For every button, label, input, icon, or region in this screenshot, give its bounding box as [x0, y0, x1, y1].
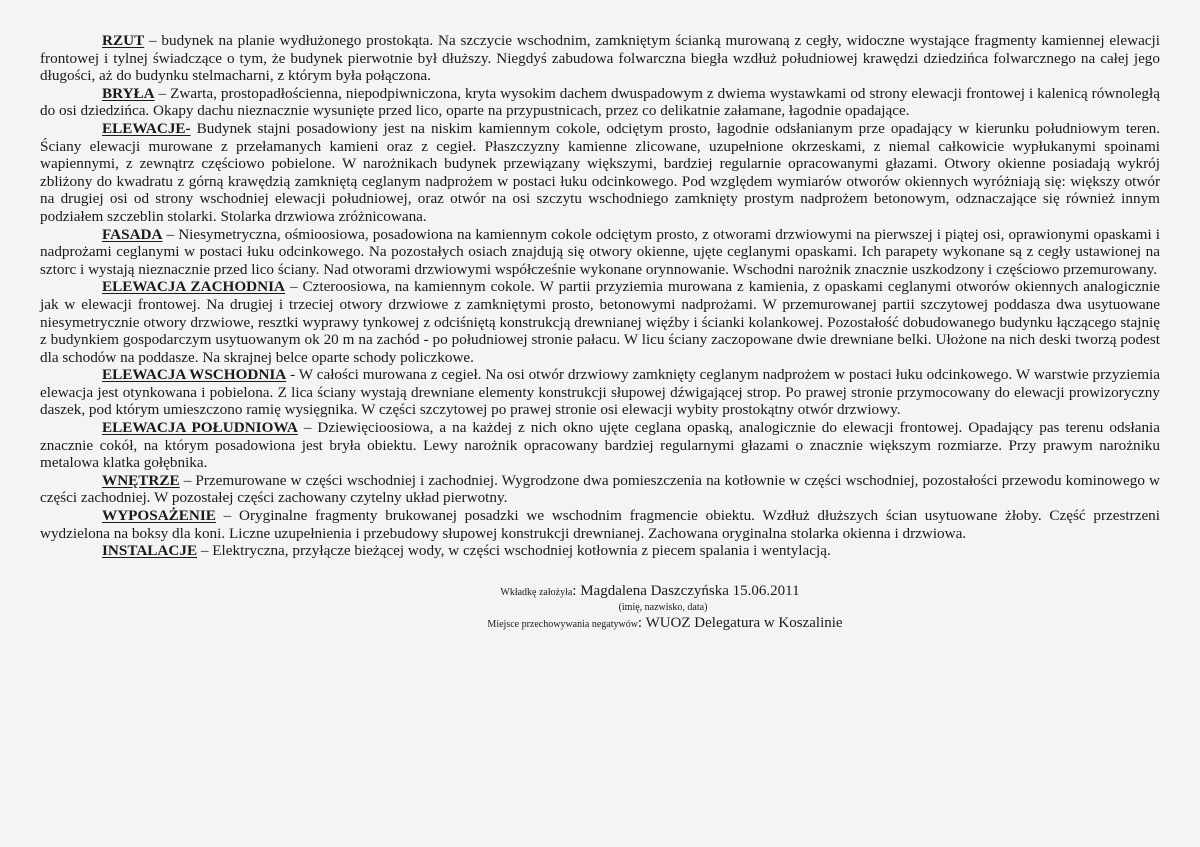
storage-label: Miejsce przechowywania negatywów — [487, 618, 638, 630]
storage-line — [40, 614, 1160, 634]
author-line — [40, 582, 1160, 602]
section-text: Budynek stajni posadowiony jest na niskim kamiennym cokole, odciętym prosto, łagodnie odsłanianym prze opadający w kierunku południowym teren. Ściany elewacji murowane z przełamanych kamieni oraz z cegieł. Płaszczyzny kamienne zlicowane, uzupełnione okrzeskami, z niemal całkowicie wypłukanymi spoinami wapiennymi, z zewnątrz częściowo pobielone. W narożnikach budynek przewiązany większymi, bardziej regularnie opracowanymi głazami. Otwory okienne posiadają wykrój zbliżony do kwadratu z górną krawędzią zamkniętą ceglanym nadprożem w postaci łuku odcinkowego. Pod względem wymiarów otworów okiennych wyróżniają się: większy otwór na drugiej osi od strony wschodniej elewacji południowej, oraz otwór na osi szczytu wschodniego zamknięty prostym nadprożem betonowym, odznaczające się również innym podziałem szczeblin stolarki. Stolarka drzwiowa zróżnicowana. — [40, 119, 1160, 225]
section-text: – Przemurowane w części wschodniej i zachodniej. Wygrodzone dwa pomieszczenia na kotłownie w części wschodniej, pozostałości przewodu kominowego w części zachodniej. W pozostałej części zachowany czytelny układ pierwotny. — [40, 471, 1160, 507]
section-wnetrze — [40, 472, 1160, 507]
section-elewacja-wschodnia — [40, 366, 1160, 419]
section-heading: ELEWACJA POŁUDNIOWA — [102, 419, 298, 437]
section-text: – Czteroosiowa, na kamiennym cokole. W partii przyziemia murowana z kamienia, z opaskami ceglanymi otworów okiennych analogicznie jak w elewacji frontowej. Na drugiej i trzeciej otwory drzwiowe z zamkniętymi prosto, betonowymi nadprożami. W przemurowanej partii szczytowej poddasza dwa usytuowane niesymetrycznie otwory drzwiowe, resztki wyprawy tynkowej z odciśniętą konstrukcją drewnianej więźby i ścianki kolankowej. Pozostałość dobudowanego budynku łączącego stajnię z budynkiem gospodarczym usytuowanym ok 20 m na zachód - po południowej stronie pałacu. W licu ściany zaczopowane dwie drewniane belki. Ułożone na nich deski tworzą podest dla schodów na poddasze. Na skrajnej belce oparte schody policzkowe. — [40, 278, 1160, 366]
document-footer — [40, 582, 1160, 634]
section-elewacja-zachodnia — [40, 278, 1160, 366]
section-elewacja-poludniowa — [40, 419, 1160, 472]
storage-value: : WUOZ Delegatura w Koszalinie — [637, 614, 843, 631]
section-text: – Dziewięcioosiowa, a na każdej z nich okno ujęte ceglana opaską, analogicznie do elewacji frontowej. Opadający pas terenu odsłania znacznie cokół, na którym posadowiona jest bryła obiektu. Lewy narożnik opracowany bardziej regularnymi głazami o znacznie większym rozmiarze. Przy prawym narożniku metalowa klatka gołębnika. — [40, 419, 1160, 472]
section-wyposazenie — [40, 507, 1160, 542]
section-heading: BRYŁA — [102, 84, 155, 102]
section-text: – Zwarta, prostopadłościenna, niepodpiwniczona, kryta wysokim dachem dwuspadowym z dwiema wystawkami od strony elewacji frontowej i kalenicą równoległą do osi dziedzińca. Okapy dachu nieznacznie wysunięte przed lico, oparte na przypustnicach, przez co delikatnie załamane, łagodnie opadające. — [40, 84, 1160, 120]
section-elewacje — [40, 120, 1160, 226]
section-heading: WYPOSAŻENIE — [102, 507, 216, 525]
section-heading: RZUT — [102, 32, 145, 49]
author-label: Wkładkę założyła — [500, 586, 573, 598]
section-heading: FASADA — [102, 225, 163, 243]
section-heading: ELEWACJA ZACHODNIA — [102, 278, 285, 296]
section-rzut — [40, 32, 1160, 85]
section-fasada — [40, 226, 1160, 279]
section-text: – Oryginalne fragmenty brukowanej posadzki we wschodnim fragmencie obiektu. Wzdłuż dłuższych ścian usytuowane żłoby. Część przestrzeni wydzielona na boksy dla koni. Liczne uzupełnienia i przebudowy słupowej konstrukcji drewnianej. Zachowana oryginalna stolarka okienna i drzwiowa. — [40, 507, 1160, 542]
section-text: – budynek na planie wydłużonego prostokąta. Na szczycie wschodnim, zamkniętym ścianką murowaną z cegły, widoczne wystające fragmenty kamiennej elewacji frontowej i tylnej świadczące o tym, że budynek pierwotnie był dłuższy. Niegdyś zabudowa folwarczna biegła wzdłuż południowej krawędzi dziedzińca folwarcznego na całej jego długości, aż do budynku stelmacharni, z którym była połączona. — [40, 32, 1160, 85]
section-heading: ELEWACJA WSCHODNIA — [102, 366, 287, 384]
section-heading: ELEWACJE- — [102, 119, 191, 137]
author-value: : Magdalena Daszczyńska 15.06.2011 — [572, 582, 800, 599]
section-heading: WNĘTRZE — [102, 471, 180, 489]
section-text: - W całości murowana z cegieł. Na osi otwór drzwiowy zamknięty ceglanym nadprożem w postaci łuku odcinkowego. W warstwie przyziemia elewacja jest otynkowana i pobielona. Z lica ściany wystają drewniane elementy konstrukcji słupowej dźwigającej strop. Po prawej stronie przymocowany do elewacji prowizoryczny daszek, pod którym umieszczono ramię wysięgnika. W części szczytowej po prawej stronie osi elewacji wybity prostokątny otwór drzwiowy. — [40, 366, 1160, 419]
author-hint: (imię, nazwisko, data) — [618, 601, 708, 613]
section-bryla — [40, 85, 1160, 120]
section-text: – Elektryczna, przyłącze bieżącej wody, w części wschodniej kotłownia z piecem spalania i wentylacją. — [197, 542, 831, 560]
section-heading: INSTALACJE — [102, 542, 198, 560]
section-text: – Niesymetryczna, ośmioosiowa, posadowiona na kamiennym cokole odciętym prosto, z otworami drzwiowymi na pierwszej i piątej osi, oprawionymi opaskami i nadprożami ceglanymi w postaci łuku odcinkowego. Na pozostałych osiach znajdują się otwory okienne, ujęte ceglanymi opaskami. Ich parapety wykonane są z cegły ustawionej na sztorc i wystają nieznacznie przed lico ściany. Nad otworami drzwiowymi współcześnie wykonane orynnowanie. Wschodni narożnik znacznie uszkodzony i częściowo przemurowany. — [40, 225, 1160, 278]
section-instalacje — [40, 542, 1160, 560]
